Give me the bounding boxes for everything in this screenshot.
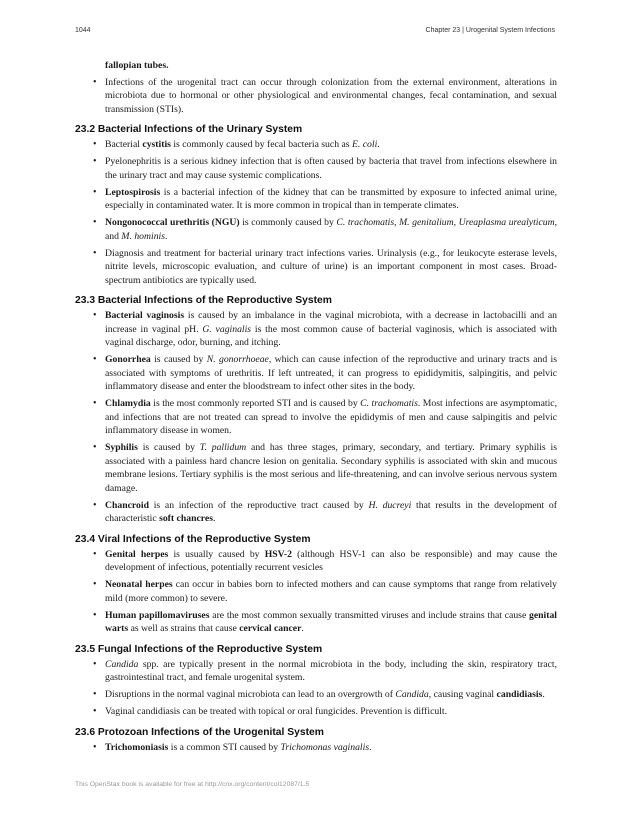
section-heading: 23.3 Bacterial Infections of the Reproductive System [75,295,332,306]
key-term: Bacterial vaginosis [105,310,185,321]
text-run: is a bacterial infection of the kidney that can be transmitted by exposure to infected animal urine, especially in contaminated water. It is more common in tropical than in temperate climates. [105,186,557,211]
key-term: cystitis [142,139,171,150]
italic-term: Ureaplasma urealyticum [458,217,555,228]
text-run: is usually caused by [168,548,265,560]
key-term: Chancroid [105,499,149,511]
italic-term: T. pallidum [199,442,247,453]
bullet-item [75,309,557,350]
key-term: Chlamydia [105,398,151,409]
key-term: genital warts [105,609,557,634]
bullet-item [75,216,557,243]
bullet-item [75,578,557,605]
section-bullet-list [75,658,557,719]
text-run: is a common STI caused by [168,741,281,753]
text-run: , [394,217,400,228]
text-run: and has three stages, primary, secondary, and tertiary. Primary syphilis is associated with a painless hard chancre lesion on genitalia. Secondary syphilis is associated with skin and mucous membrane lesions. Tertiary syphilis is the most serious and life-threatening, and can involve serious nervous system damage. [105,442,557,494]
bullet-item [75,353,557,394]
italic-term: C. trachomatis [336,217,395,228]
text-run: is caused by an imbalance in the vaginal microbiota, with a decrease in lactobacilli and an increase in vaginal pH. [105,310,558,335]
italic-term: M. hominis [121,230,166,242]
text-run: Disruptions in the normal vaginal microbiota can lead to an overgrowth of [105,689,396,700]
continued-list [75,76,557,117]
key-term: Leptospirosis [105,186,161,198]
key-term: Neonatal herpes [105,579,173,590]
text-run: is commonly caused by fecal bacteria such as [170,139,352,150]
text-run: . Most infections are asymptomatic, and infections that are not treated can spread to involve the epididymis of men and cause salpingitis and pelvic inflammatory disease in women. [105,398,557,436]
key-term: Syphilis [105,442,138,453]
key-term: Trichomoniasis [105,741,169,753]
text-run: spp. are typically present in the normal microbiota in the body, including the skin, respiratory tract, gastrointestinal tract, and female urogenital system. [105,658,557,683]
text-run: is an infection of the reproductive tract caused by [148,499,369,511]
key-term: soft chancres [159,513,213,524]
key-term: cervical cancer [239,623,302,634]
text-run: . [212,513,216,524]
bullet-item [75,548,557,575]
bullet-item [75,186,557,213]
text-run: can occur in babies born to infected mothers and can cause symptoms that range from relatively mild (more common) to severe. [105,579,557,604]
text-run: , causing vaginal [428,689,497,700]
italic-term: H. ducreyi [368,499,412,511]
bullet-item [75,76,557,117]
text-run: , which can cause infection of the reproductive and urinary tracts and is associated with symptoms of urethritis. If left untreated, it can progress to epididymitis, salpingitis, and pelvic inflammatory disease and enter the bloodstream to infect other sites in the body. [105,354,557,392]
text-run: as well as strains that cause [128,623,240,634]
italic-term: E. coli [351,139,378,150]
bullet-item [75,138,557,152]
text-run: Pyelonephritis is a serious kidney infection that is often caused by bacteria that travel from infections elsewhere in the urinary tract and may cause systemic complications. [105,156,557,181]
text-run: is caused by [137,442,200,453]
page-number: 1044 [75,27,91,34]
section-heading: 23.4 Viral Infections of the Reproductive System [75,533,311,545]
key-term: Genital herpes [105,548,169,560]
key-term: Gonorrhea [105,354,151,365]
italic-term: N. gonorrhoeae [206,354,269,365]
text-run: . [165,230,168,242]
text-run: is the most commonly reported STI and is caused by [150,398,361,409]
text-run: , and [105,217,558,242]
bullet-item [75,609,557,636]
bullet-item [75,247,557,288]
bullet-item [75,397,557,438]
continued-fragment: fallopian tubes. [105,60,169,71]
section-bullet-list [75,138,557,287]
section-bullet-list [75,741,557,755]
section-bullet-list [75,548,557,636]
section-bullet-list [75,309,557,526]
bullet-item [75,441,557,495]
summary-content [75,59,557,758]
text-run: . [542,689,545,700]
section-heading: 23.5 Fungal Infections of the Reproductive System [75,643,323,655]
key-term: Human papillomaviruses [105,609,210,621]
section-heading: 23.2 Bacterial Infections of the Urinary System [75,124,303,135]
text-run: . [377,139,380,150]
italic-term: G. vaginalis [202,323,252,335]
text-run: Diagnosis and treatment for bacterial urinary tract infections varies. Urinalysis (e.g., for leukocyte esterase levels, nitrite levels, microscopic evaluation, and culture of urine) is an important component in most cases. Broad-spectrum antibiotics are typically used. [105,247,557,286]
text-run: . [369,741,372,753]
bullet-item [75,741,557,755]
chapter-title: Chapter 23 | Urogenital System Infections [425,27,555,34]
italic-term: Candida [105,658,139,670]
text-run: Vaginal candidiasis can be treated with topical or oral fungicides. Prevention is difficult. [105,706,448,717]
italic-term: Trichomonas vaginalis [280,741,370,753]
section-heading: 23.6 Protozoan Infections of the Urogenital System [75,726,324,738]
text-run: Infections of the urogenital tract can occur through colonization from the external environment, alterations in microbiota due to hormonal or other physiological and environmental changes, fecal contamination, and sexual transmission (STIs). [105,76,557,115]
text-run: is the most common cause of bacterial vaginosis, which is associated with vaginal discharge, odor, burning, and itching. [105,323,558,348]
bullet-item [75,688,557,702]
sections [75,123,557,754]
text-run: (although HSV-1 can also be responsible) and may cause the development of infectious, potentially recurrent vesicles [105,548,558,573]
italic-term: C. trachomatis [360,398,418,409]
italic-term: Candida [395,689,429,700]
bullet-item [75,155,557,182]
italic-term: M. genitalium [399,217,454,228]
bullet-item [75,705,557,719]
bullet-item [75,658,557,685]
bullet-item [75,499,557,526]
text-run: is caused by [150,354,207,365]
key-term: candidiasis [496,689,543,700]
key-term: HSV-2 [264,548,292,560]
text-run: is commonly caused by [239,217,337,228]
text-run: are the most common sexually transmitted viruses and include strains that cause [209,609,530,621]
text-run: . [301,623,304,634]
text-run: that results in the development of characteristic [105,499,557,524]
key-term: Nongonococcal urethritis (NGU) [105,217,240,228]
text-run: Bacterial [105,139,143,150]
text-run: , [453,217,459,228]
footer-note: This OpenStax book is available for free at http://cnx.org/content/col12087/1.5 [75,781,310,788]
